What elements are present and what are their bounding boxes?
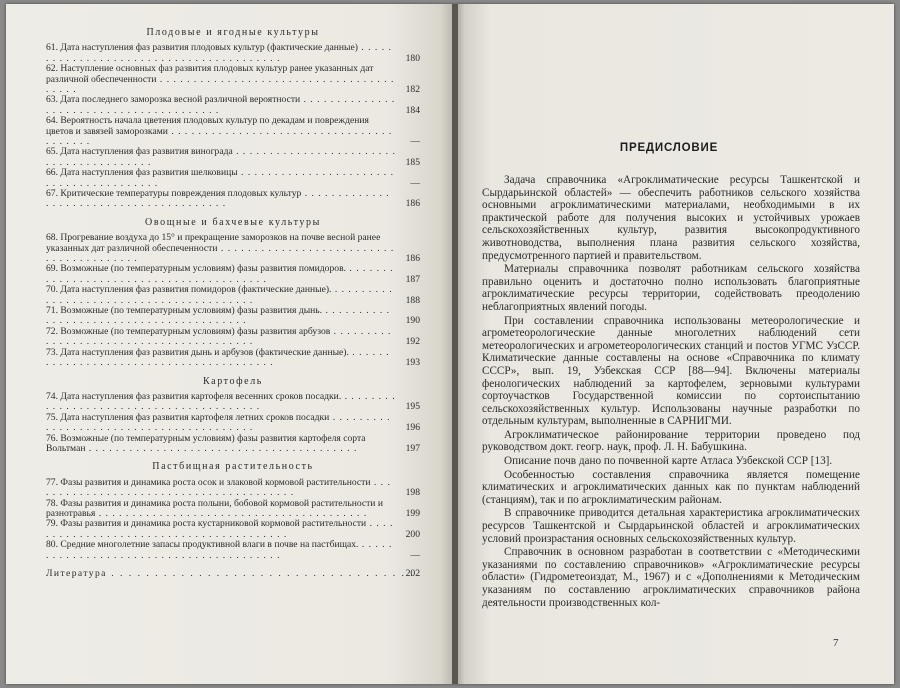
toc-entry: 78. Фазы развития и динамика роста полыни, бобовой кормовой растительности и разнотравья . . . 199: [46, 499, 420, 520]
preface-paragraph: Описание почв дано по почвенной карте Атласа Узбекской ССР [13].: [504, 455, 833, 468]
preface-paragraph: Задача справочника «Агроклиматические ресурсы Ташкентской и Сырдарьинской областей» — обеспечить работников сельского хозяйства основными агроклиматическими материалами, необходимыми в их практической работе для получения высоких и устойчивых урожаев сельскохозяйственных культур, развития высокопродуктивного животноводства, выполнения плана развития сельского хозяйства, предусмотренного партией и правительством.: [482, 174, 860, 262]
toc-entry: 69. Возможные (по температурным условиям) фазы развития помидоров. . . . 187: [46, 264, 420, 285]
toc-entry: 80. Средние многолетние запасы продуктивной влаги в почве на пастбищах. . . . —: [46, 540, 420, 561]
preface-paragraph: Материалы справочника позволят работникам сельского хозяйства правильно оценить и достаточно полно использовать благоприятные агроклиматические ресурсы территории, содействовать преодолению неблагоприятных явлений погоды.: [482, 263, 860, 313]
toc-entry: 75. Дата наступления фаз развития картофеля летних сроков посадки . . . 196: [46, 413, 420, 434]
preface-paragraph: В справочнике приводится детальная характеристика агроклиматических ресурсов Ташкентской и Сырдарьинской областей и агроклиматических условий произрастания основных сельскохозяйственных культур.: [482, 507, 860, 545]
toc-section-title: Плодовые и ягодные культуры: [146, 27, 320, 38]
toc-entry: 77. Фазы развития и динамика роста осок и злаковой кормовой растительности . . . 198: [46, 478, 420, 499]
toc-entry: 76. Возможные (по температурным условиям) фазы развития картофеля сорта Вольтман . . . 197: [46, 434, 420, 455]
toc-entry: 62. Наступление основных фаз развития плодовых культур ранее указанных дат различной обеспеченности . . . 182: [46, 64, 420, 95]
leader-dots: [85, 443, 357, 454]
preface-paragraph: Справочник в основном разработан в соответствии с «Методическими указаниями по составлению справочников» «Агроклиматические ресурсы области» (Гидрометеоиздат, М., 1967) и с «Дополнениями к Методическим указаниям по составлению агроклиматических справочников района деятельности производственных кол-: [482, 546, 860, 609]
preface-paragraph: Агроклиматическое районирование территории проведено под руководством докт. геогр. наук, проф. Л. Н. Бабушкина.: [482, 428, 860, 454]
preface-paragraph: Особенностью составления справочника является помещение климатических и агроклиматических данных как по пунктам наблюдений (станциям), так и по агроклиматическим районам.: [482, 468, 860, 506]
toc-entry: 61. Дата наступления фаз развития плодовых культур (фактические данные) . . . 180: [46, 43, 420, 64]
toc-entry: 63. Дата последнего заморозка весной различной вероятности . . . 184: [46, 95, 420, 116]
toc-entry: 65. Дата наступления фаз развития винограда . . . 185: [46, 147, 420, 168]
toc-entry: 66. Дата наступления фаз развития шелковицы . . . —: [46, 168, 420, 189]
leader-dots: [95, 508, 367, 519]
toc-section-title: Картофель: [203, 375, 263, 387]
toc-entry: 72. Возможные (по температурным условиям) фазы развития арбузов . . . 192: [46, 327, 420, 348]
page-number: 7: [833, 637, 839, 649]
preface-body: [482, 174, 860, 610]
toc-entry: 73. Дата наступления фаз развития дынь и арбузов (фактические данные). . . . 193: [46, 348, 420, 369]
toc-entry: 79. Фазы развития и динамика роста кустарниковой кормовой растительности . . . 200: [46, 519, 420, 540]
toc-section-title: Овощные и бахчевые культуры: [145, 216, 321, 228]
toc-entry: 68. Прогревание воздуха до 15° и прекращение заморозков на почве весной ранее указанных дат различной обеспеченности . . . 186: [46, 233, 420, 264]
toc-entry: 64. Вероятность начала цветения плодовых культур по декадам и повреждения цветов и завязей заморозками . . . —: [46, 116, 420, 147]
preface-title: ПРЕДИСЛОВИЕ: [619, 142, 719, 154]
toc-section-title: Пастбищная растительность: [152, 461, 314, 473]
toc-entry: 67. Критические температуры повреждения плодовых культур . . . 186: [46, 189, 420, 210]
preface-paragraph: При составлении справочника использованы метеорологические и агрометеорологические данные многолетних наблюдений сети метеорологических и агрометеорологических станций и постов УГМС УзССР. Климатические данные составлены на основе «Справочника по климату СССР», вып. 19, Узбекская ССР [88—94]. Включены материалы фенологических наблюдений за картофелем, зерновыми культурами сортоучастков Государственной комиссии по сортоиспытанию сельскохозяйственных культур. Использованы научные разработки по отдельным культурам, выполненные в САРНИГМИ.: [482, 314, 860, 428]
table-of-contents: [46, 28, 420, 579]
toc-entry: 70. Дата наступления фаз развития помидоров (фактические данные). . . . 188: [46, 285, 420, 306]
toc-entry: 74. Дата наступления фаз развития картофеля весенних сроков посадки. . . . 195: [46, 392, 420, 413]
toc-literature-entry: Литература . . . 202: [46, 569, 420, 579]
toc-entry: 71. Возможные (по температурным условиям) фазы развития дынь. . . . 190: [46, 306, 420, 327]
book-gutter: [452, 4, 458, 684]
